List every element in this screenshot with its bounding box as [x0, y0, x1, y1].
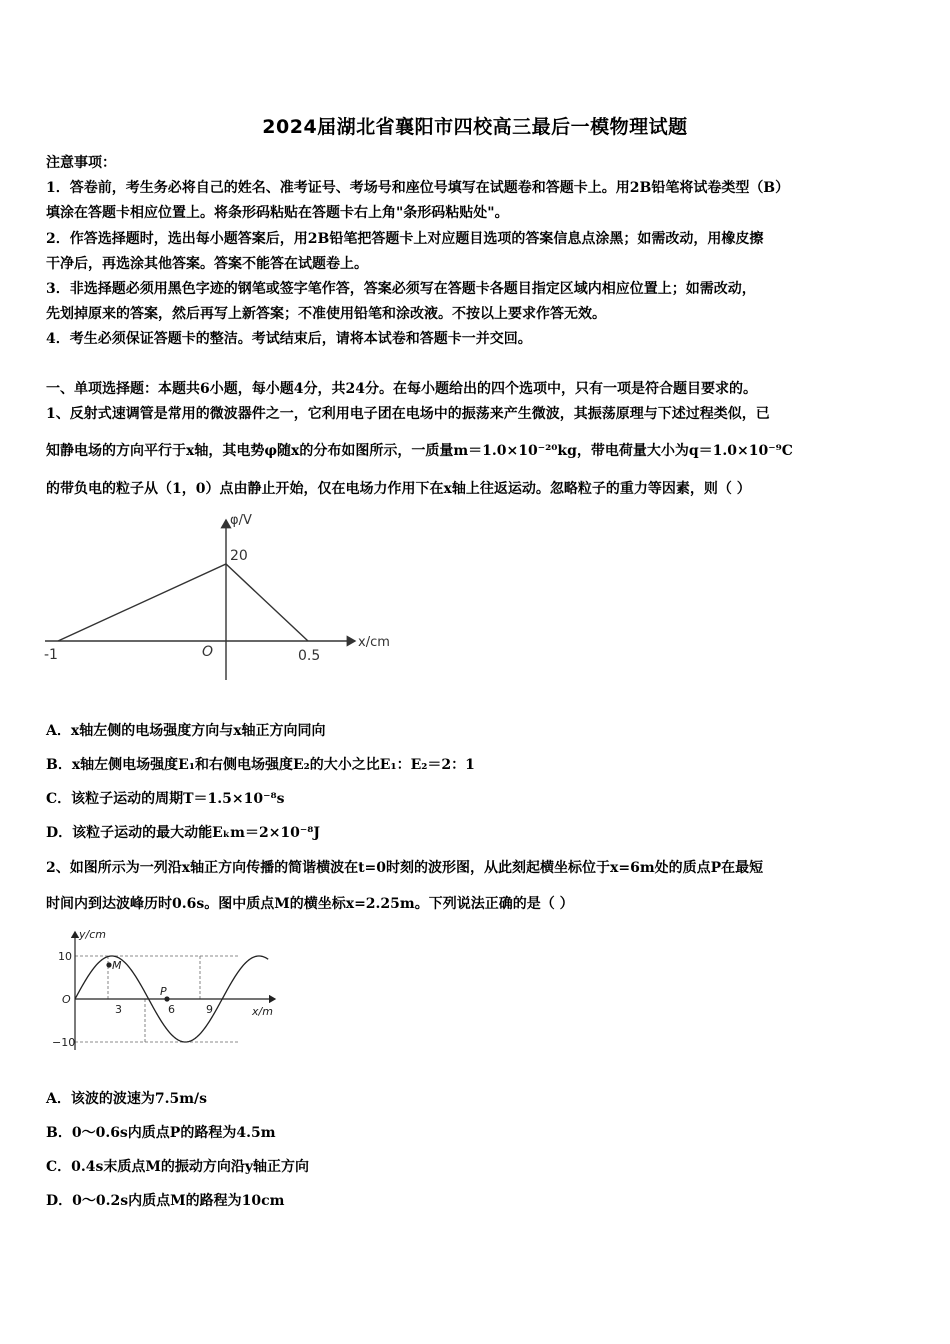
- origin-label: O: [62, 993, 71, 1006]
- notice-line: 2．作答选择题时，选出每小题答案后，用2B铅笔把答题卡上对应题目选项的答案信息点涂黑；如需改动，用橡皮擦: [46, 231, 764, 247]
- question-2-option: C．0.4s末质点M的振动方向沿y轴正方向: [46, 1159, 310, 1175]
- notice-line: 干净后，再选涂其他答案。答案不能答在试题卷上。: [46, 256, 368, 272]
- notice-line: 3．非选择题必须用黑色字迹的钢笔或签字笔作答，答案必须写在答题卡各题目指定区域内相应位置上；如需改动，: [46, 281, 756, 297]
- right-tick-label: 0.5: [298, 648, 321, 664]
- y-max-label: 10: [58, 950, 72, 963]
- tick-label: 9: [206, 1003, 213, 1016]
- notice-line: 1．答卷前，考生务必将自己的姓名、准考证号、考场号和座位号填写在试题卷和答题卡上。用2B铅笔将试卷类型（B）: [46, 180, 790, 196]
- notice-line: 4．考生必须保证答题卡的整洁。考试结束后，请将本试卷和答题卡一并交回。: [46, 331, 532, 347]
- y-axis-label: φ/V: [230, 513, 252, 528]
- left-tick-label: -1: [44, 647, 58, 663]
- peak-label: 20: [230, 548, 248, 564]
- question-2-option: D．0～0.2s内质点M的路程为10cm: [46, 1193, 285, 1209]
- notice-line: 填涂在答题卡相应位置上。将条形码粘贴在答题卡右上角"条形码粘贴处"。: [46, 205, 509, 221]
- question-1-option: A．x轴左侧的电场强度方向与x轴正方向同向: [46, 723, 326, 739]
- wave-graph: [40, 922, 290, 1062]
- potential-graph: [40, 508, 410, 688]
- y-axis-label: y/cm: [79, 928, 106, 941]
- notice-line: 先划掉原来的答案，然后再写上新答案；不准使用铅笔和涂改液。不按以上要求作答无效。: [46, 306, 606, 322]
- question-1-text: 1、反射式速调管是常用的微波器件之一，它利用电子团在电场中的振荡来产生微波，其振荡原理与下述过程类似，已: [46, 406, 770, 422]
- question-2-option: A．该波的波速为7.5m/s: [46, 1091, 208, 1107]
- point-m: [106, 962, 111, 967]
- question-2-text: 2、如图所示为一列沿x轴正方向传播的简谐横波在t=0时刻的波形图，从此刻起横坐标位于x=6m处的质点P在最短: [46, 860, 764, 876]
- y-min-label: −10: [52, 1036, 76, 1049]
- tick-label: 3: [115, 1003, 122, 1016]
- question-2-text: 时间内到达波峰历时0.6s。图中质点M的横坐标x=2.25m。下列说法正确的是（ ）: [46, 896, 574, 912]
- question-1-option: C．该粒子运动的周期T＝1.5×10⁻⁸s: [46, 791, 285, 807]
- potential-curve: [58, 564, 308, 641]
- question-1-text: 知静电场的方向平行于x轴，其电势φ随x的分布如图所示，一质量m＝1.0×10⁻²⁰kg，带电荷量大小为q＝1.0×10⁻⁹C: [46, 443, 793, 459]
- point-m-label: M: [112, 959, 122, 972]
- section-heading: 一、单项选择题：本题共6小题，每小题4分，共24分。在每小题给出的四个选项中，只有一项是符合题目要求的。: [46, 381, 757, 397]
- notice-heading: 注意事项：: [46, 155, 116, 171]
- page-title: 2024届湖北省襄阳市四校高三最后一模物理试题: [262, 116, 688, 138]
- question-2-option: B．0～0.6s内质点P的路程为4.5m: [46, 1125, 276, 1141]
- x-axis-label: x/cm: [358, 635, 390, 650]
- question-1-text: 的带负电的粒子从（1，0）点由静止开始，仅在电场力作用下在x轴上往返运动。忽略粒子的重力等因素，则（ ）: [46, 481, 751, 497]
- question-1-option: D．该粒子运动的最大动能Eₖm＝2×10⁻⁸J: [46, 825, 321, 841]
- tick-label: 6: [168, 1003, 175, 1016]
- question-1-option: B．x轴左侧电场强度E₁和右侧电场强度E₂的大小之比E₁：E₂＝2：1: [46, 757, 475, 773]
- point-p-label: P: [160, 985, 167, 998]
- origin-label: O: [202, 644, 214, 660]
- x-axis-label: x/m: [252, 1005, 273, 1018]
